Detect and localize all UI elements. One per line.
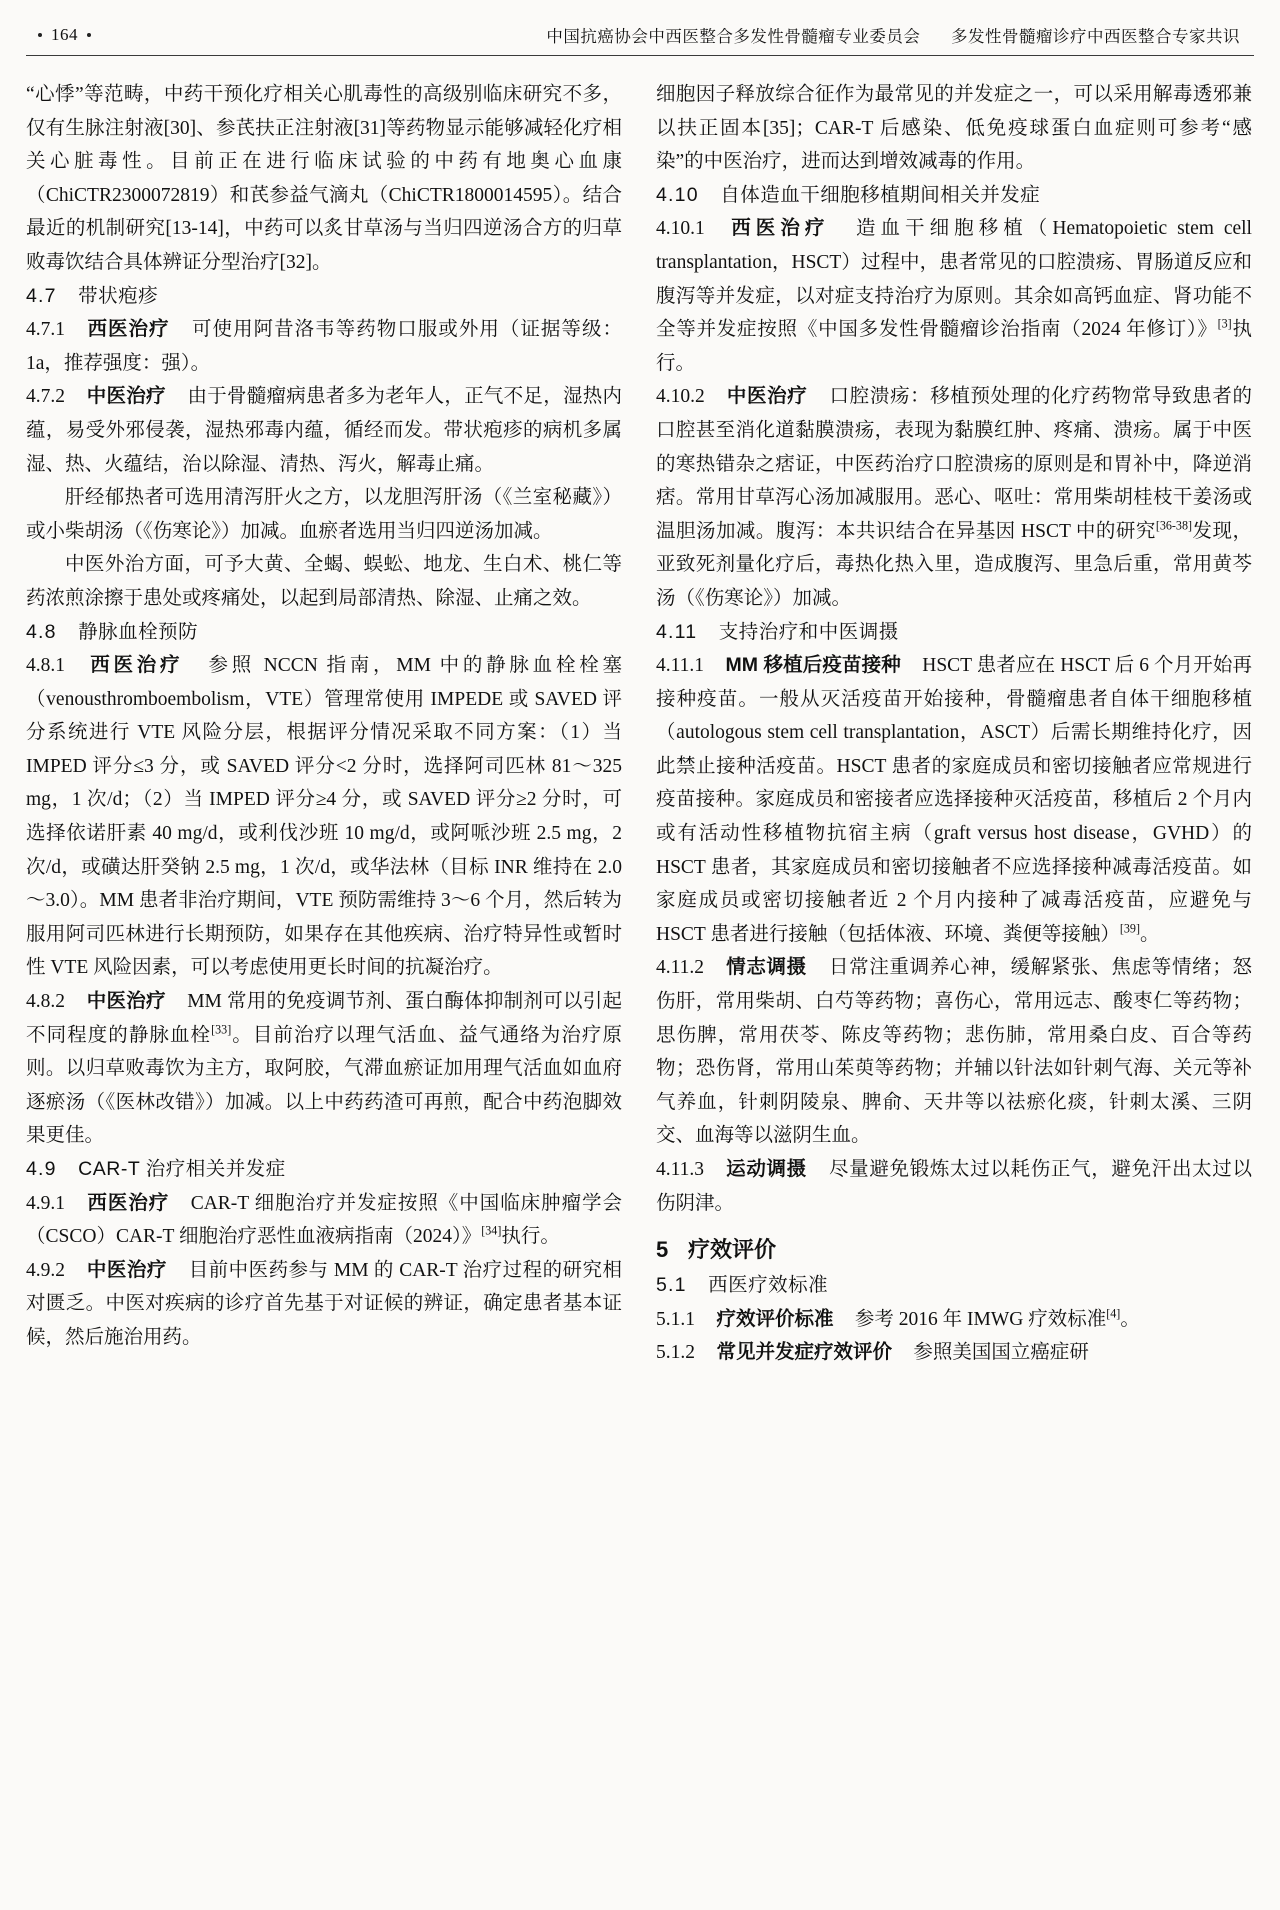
heading-5 — [656, 1233, 1252, 1267]
para-4-10-2-number: 4.10.2 — [656, 386, 705, 408]
para-4-7-2-text: 由于骨髓瘤病患者多为老年人，正气不足，湿热内蕴，易受外邪侵袭，湿热邪毒内蕴，循经而发。带状疱疹的病机多属湿、热、火蕴结，治以除湿、清热、泻火，解毒止痛。 — [26, 386, 622, 475]
journal-society-name: 中国抗癌协会中西医整合多发性骨髓瘤专业委员会 — [546, 27, 921, 46]
para-4-11-3-text: 尽量避免锻炼太过以耗伤正气，避免汗出太过以伤阴津。 — [656, 1159, 1252, 1214]
paragraph-4-9-1 — [26, 1187, 622, 1254]
heading-5-title: 疗效评价 — [688, 1237, 777, 1263]
para-4-7-2-lead: 中医治疗 — [86, 385, 166, 408]
para-4-10-1-lead: 西医治疗 — [726, 217, 830, 240]
heading-4-7 — [26, 280, 622, 314]
paragraph-4-11-1 — [656, 649, 1252, 951]
para-4-9-1-text: CAR-T 细胞治疗并发症按照《中国临床肿瘤学会（CSCO）CAR-T 细胞治疗恶性血液病指南（2024）》[34]执行。 — [26, 1192, 622, 1248]
para-4-11-1-number: 4.11.1 — [656, 655, 705, 677]
para-4-11-2-lead: 情志调摄 — [725, 956, 807, 979]
paragraph-continuation: “心悸”等范畴，中药干预化疗相关心肌毒性的高级别临床研究不多，仅有生脉注射液[30]、参芪扶正注射液[31]等药物显示能够减轻化疗相关心脏毒性。目前正在进行临床试验的中药有地奥心血康（ChiCTR2300072819）和芪参益气滴丸（ChiCTR1800014595）。结合最近的机制研究[13-14]，中药可以炙甘草汤与当归四逆汤合方的归草败毒饮结合具体辨证分型治疗[32]。 — [26, 84, 622, 273]
folio-number: 164 — [51, 25, 78, 44]
para-4-8-1-number: 4.8.1 — [26, 655, 65, 677]
paragraph-continuation-right: 细胞因子释放综合征作为最常见的并发症之一，可以采用解毒透邪兼以扶正固本[35]；CAR-T 后感染、低免疫球蛋白血症则可参考“感染”的中医治疗，进而达到增效减毒的作用。 — [656, 84, 1252, 173]
para-4-11-1-lead: MM 移植后疫苗接种 — [725, 654, 901, 677]
para-4-10-2-lead: 中医治疗 — [726, 385, 808, 408]
para-4-10-2-text: 口腔溃疡：移植预处理的化疗药物常导致患者的口腔甚至消化道黏膜溃疡，表现为黏膜红肿、疼痛、溃疡。属于中医的寒热错杂之痞证，中医药治疗口腔溃疡的原则是和胃补中，降逆消痞。常用甘草泻心汤加减服用。恶心、呕吐：常用柴胡桂枝干姜汤或温胆汤加减。腹泻：本共识结合在异基因 HSCT 中的研究[36-38]发现，亚致死剂量化疗后，毒热化热入里，造成腹泻、里急后重，常用黄芩汤（《伤寒论》）加减。 — [656, 386, 1252, 609]
paragraph-4-8-1 — [26, 649, 622, 985]
heading-4-10-title: 自体造血干细胞移植期间相关并发症 — [720, 183, 1041, 206]
para-4-7-1-number: 4.7.1 — [26, 319, 65, 341]
para-4-8-2-lead: 中医治疗 — [86, 990, 166, 1013]
heading-5-1-title: 西医疗效标准 — [708, 1274, 829, 1297]
heading-4-8-title: 静脉血栓预防 — [78, 620, 199, 643]
heading-4-10-number: 4.10 — [656, 183, 699, 206]
para-4-7-1-text: 可使用阿昔洛韦等药物口服或外用（证据等级：1a，推荐强度：强）。 — [26, 319, 622, 374]
paragraph-4-10-1 — [656, 212, 1252, 380]
heading-4-9 — [26, 1153, 622, 1187]
paragraph-4-9-2 — [26, 1254, 622, 1355]
para-4-11-3-number: 4.11.3 — [656, 1159, 705, 1180]
para-5-1-2-lead: 常见并发症疗效评价 — [716, 1341, 892, 1364]
heading-5-1 — [656, 1269, 1252, 1303]
heading-5-1-number: 5.1 — [656, 1274, 687, 1297]
para-4-11-1-text: HSCT 患者应在 HSCT 后 6 个月开始再接种疫苗。一般从灭活疫苗开始接种，骨髓瘤患者自体干细胞移植（autologous stem cell transplantation，ASCT）后需长期维持化疗，因此禁止接种活疫苗。HSCT 患者的家庭成员和密切接触者应常规进行疫苗接种。家庭成员和密接者应选择接种灭活疫苗，移植后 2 个月内或有活动性移植物抗宿主病（graft versus host disease，GVHD）的 HSCT 患者，其家庭成员和密切接触者不应选择接种减毒活疫苗。如家庭成员或密切接触者近 2 个月内接种了减毒活疫苗，应避免与 HSCT 患者进行接触（包括体液、环境、粪便等接触）[39]。 — [656, 655, 1252, 945]
para-4-10-1-text: 造血干细胞移植（Hematopoietic stem cell transplantation，HSCT）过程中，患者常见的口腔溃疡、胃肠道反应和腹泻等并发症，以对症支持治疗为原则。其余如高钙血症、肾功能不全等并发症按照《中国多发性骨髓瘤诊治指南（2024 年修订）》[3]执行。 — [656, 218, 1252, 374]
para-4-8-2-text: MM 常用的免疫调节剂、蛋白酶体抑制剂可以引起不同程度的静脉血栓[33]。目前治疗以理气活血、益气通络为治疗原则。以归草败毒饮为主方，取阿胶，气滞血瘀证加用理气活血如血府逐瘀汤（《医林改错》）加减。以上中药药渣可再煎，配合中药泡脚效果更佳。 — [26, 991, 622, 1147]
heading-5-number: 5 — [656, 1237, 669, 1263]
heading-4-8-number: 4.8 — [26, 620, 57, 643]
para-4-9-1-number: 4.9.1 — [26, 1192, 65, 1214]
right-column — [656, 78, 1252, 1886]
para-4-9-1-lead: 西医治疗 — [86, 1191, 170, 1214]
heading-4-10 — [656, 179, 1252, 213]
para-4-9-2-number: 4.9.2 — [26, 1259, 65, 1281]
para-4-9-2-text: 目前中医药参与 MM 的 CAR-T 治疗过程的研究相对匮乏。中医对疾病的诊疗首先基于对证候的辨证，确定患者基本证候，然后施治用药。 — [26, 1259, 622, 1348]
para-4-11-3-lead: 运动调摄 — [725, 1158, 807, 1180]
paragraph-5-1-2 — [656, 1336, 1252, 1370]
para-4-11-2-number: 4.11.2 — [656, 957, 705, 979]
running-head — [0, 18, 1280, 52]
heading-4-7-number: 4.7 — [26, 284, 57, 307]
paragraph-5-1-1 — [656, 1303, 1252, 1337]
para-4-7-1-lead: 西医治疗 — [86, 318, 170, 341]
para-5-1-2-number: 5.1.2 — [656, 1342, 695, 1364]
heading-4-9-number: 4.9 — [26, 1158, 57, 1180]
para-4-8-1-text: 参照 NCCN 指南，MM 中的静脉血栓栓塞（venousthromboembolism，VTE）管理常使用 IMPEDE 或 SAVED 评分系统进行 VTE 风险分层，根据评分情况采取不同方案：（1）当 IMPED 评分≤3 分，或 SAVED 评分<2 分时，选择阿司匹林 81～325 mg，1 次/d；（2）当 IMPED 评分≥4 分，或 SAVED 评分≥2 分时，可选择依诺肝素 40 mg/d，或利伐沙班 10 mg/d，或阿哌沙班 2.5 mg，2 次/d，或磺达肝癸钠 2.5 mg，1 次/d，或华法林（目标 INR 维持在 2.0～3.0）。MM 患者非治疗期间，VTE 预防需维持 3～6 个月，然后转为服用阿司匹林进行长期预防，如果存在其他疾病、治疗特异性或暂时性 VTE 风险因素，可以考虑使用更长时间的抗凝治疗。 — [26, 655, 622, 979]
para-4-10-1-number: 4.10.1 — [656, 218, 705, 240]
paragraph-4-7-2 — [26, 380, 622, 481]
para-4-7-2-number: 4.7.2 — [26, 386, 65, 408]
article-title: 多发性骨髓瘤诊疗中西医整合专家共识 — [951, 27, 1240, 46]
heading-4-11-title: 支持治疗和中医调摄 — [718, 620, 899, 643]
left-column — [26, 78, 622, 1886]
heading-4-11 — [656, 616, 1252, 650]
para-5-1-1-text: 参考 2016 年 IMWG 疗效标准[4]。 — [854, 1306, 1140, 1330]
heading-4-11-number: 4.11 — [656, 620, 698, 643]
header-rule — [26, 55, 1254, 56]
two-column-body — [26, 78, 1254, 1886]
para-5-1-1-lead: 疗效评价标准 — [716, 1307, 834, 1330]
paragraph-4-11-3 — [656, 1153, 1252, 1220]
para-5-1-1-number: 5.1.1 — [656, 1308, 695, 1330]
paragraph-liver-heat: 肝经郁热者可选用清泻肝火之方，以龙胆泻肝汤（《兰室秘藏》）或小柴胡汤（《伤寒论》）加减。血瘀者选用当归四逆汤加减。 — [26, 487, 622, 542]
paragraph-4-11-2 — [656, 951, 1252, 1153]
running-head-titles — [0, 23, 1240, 47]
heading-4-9-title: CAR-T 治疗相关并发症 — [78, 1158, 286, 1180]
paragraph-4-8-2 — [26, 985, 622, 1153]
paragraph-external-treatment: 中医外治方面，可予大黄、全蝎、蜈蚣、地龙、生白术、桃仁等药浓煎涂擦于患处或疼痛处，以起到局部清热、除湿、止痛之效。 — [26, 554, 622, 609]
para-5-1-2-text: 参照美国国立癌症研 — [913, 1342, 1089, 1364]
paragraph-4-10-2 — [656, 380, 1252, 615]
heading-4-8 — [26, 616, 622, 650]
para-4-11-2-text: 日常注重调养心神，缓解紧张、焦虑等情绪；怒伤肝，常用柴胡、白芍等药物；喜伤心，常用远志、酸枣仁等药物；思伤脾，常用茯苓、陈皮等药物；悲伤肺，常用桑白皮、百合等药物；恐伤肾，常用山茱萸等药物；并辅以针法如针刺气海、关元等补气养血，针刺阴陵泉、脾俞、天井等以祛瘀化痰，针刺太溪、三阴交、血海等以滋阴生血。 — [656, 957, 1252, 1147]
para-4-8-1-lead: 西医治疗 — [86, 654, 184, 677]
para-4-8-2-number: 4.8.2 — [26, 991, 65, 1013]
heading-4-7-title: 带状疱疹 — [78, 284, 159, 307]
para-4-9-2-lead: 中医治疗 — [86, 1258, 167, 1281]
paragraph-4-7-1 — [26, 313, 622, 380]
